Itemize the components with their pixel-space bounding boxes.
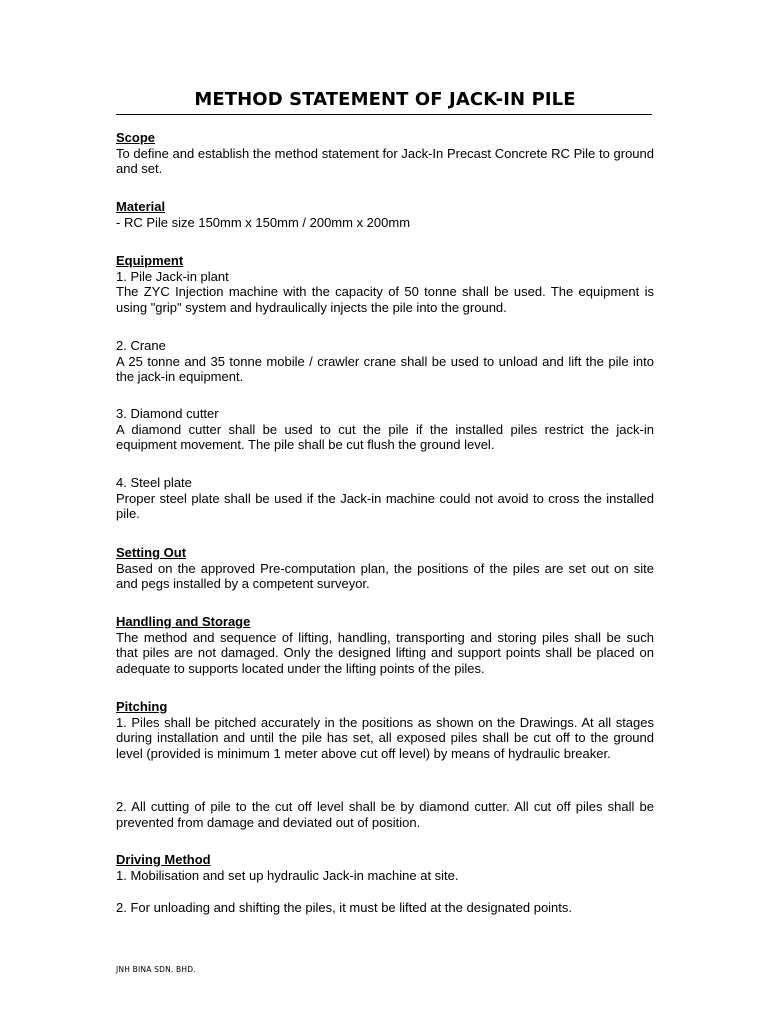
equipment-crane-section xyxy=(116,338,654,385)
driving-heading: Driving Method xyxy=(116,852,211,867)
equipment-plate-section xyxy=(116,475,654,522)
equipment-section xyxy=(116,253,654,315)
scope-text: To define and establish the method statement for Jack-In Precast Concrete RC Pile to ground and set. xyxy=(116,145,654,176)
pitching-section xyxy=(116,699,654,761)
pitching-heading: Pitching xyxy=(116,699,168,714)
equipment-item-text: A diamond cutter shall be used to cut the pile if the installed piles restrict the jack-in equipment movement. The pile shall be cut flush the ground level. xyxy=(116,421,654,452)
title-underline xyxy=(116,114,652,115)
equipment-cutter-section xyxy=(116,406,654,453)
equipment-item-label: 1. Pile Jack-in plant xyxy=(116,268,229,284)
company-footer: JNH BINA SDN. BHD. xyxy=(116,965,196,974)
material-heading: Material xyxy=(116,199,166,214)
material-text: - RC Pile size 150mm x 150mm / 200mm x 200mm xyxy=(116,214,411,230)
document-title: METHOD STATEMENT OF JACK-IN PILE xyxy=(194,89,576,110)
equipment-heading: Equipment xyxy=(116,253,184,268)
equipment-item-text: A 25 tonne and 35 tonne mobile / crawler crane shall be used to unload and lift the pile into the jack-in equipment. xyxy=(116,353,654,384)
handling-section xyxy=(116,614,654,676)
setting-out-text: Based on the approved Pre-computation plan, the positions of the piles are set out on site and pegs installed by a competent surveyor. xyxy=(116,560,654,591)
setting-out-heading: Setting Out xyxy=(116,545,187,560)
equipment-item-text: Proper steel plate shall be used if the Jack-in machine could not avoid to cross the installed pile. xyxy=(116,490,654,521)
driving-item: 1. Mobilisation and set up hydraulic Jack-in machine at site. xyxy=(116,867,459,883)
handling-text: The method and sequence of lifting, handling, transporting and storing piles shall be such that piles are not damaged. Only the designed lifting and support points shall be placed on adequate to supports located under the lifting points of the piles. xyxy=(116,629,654,676)
driving-section xyxy=(116,852,654,883)
handling-heading: Handling and Storage xyxy=(116,614,251,629)
pitching-item: 1. Piles shall be pitched accurately in the positions as shown on the Drawings. At all stages during installation and until the pile has set, all exposed piles shall be cut off to the ground level (provided is minimum 1 meter above cut off level) by means of hydraulic breaker. xyxy=(116,714,654,761)
pitching-item: 2. All cutting of pile to the cut off level shall be by diamond cutter. All cut off piles shall be prevented from damage and deviated out of position. xyxy=(116,799,654,830)
equipment-item-label: 3. Diamond cutter xyxy=(116,406,219,421)
material-section xyxy=(116,199,654,230)
pitching-item-2-section xyxy=(116,799,654,830)
equipment-item-label: 4. Steel plate xyxy=(116,475,192,490)
scope-heading: Scope xyxy=(116,130,156,145)
equipment-item-text: The ZYC Injection machine with the capacity of 50 tonne shall be used. The equipment is using "grip" system and hydraulically injects the pile into the ground. xyxy=(116,284,654,315)
scope-section xyxy=(116,130,654,177)
driving-item-2-section xyxy=(116,900,654,916)
setting-out-section xyxy=(116,545,654,592)
driving-item: 2. For unloading and shifting the piles, it must be lifted at the designated points. xyxy=(116,900,573,915)
equipment-item-label: 2. Crane xyxy=(116,338,166,353)
